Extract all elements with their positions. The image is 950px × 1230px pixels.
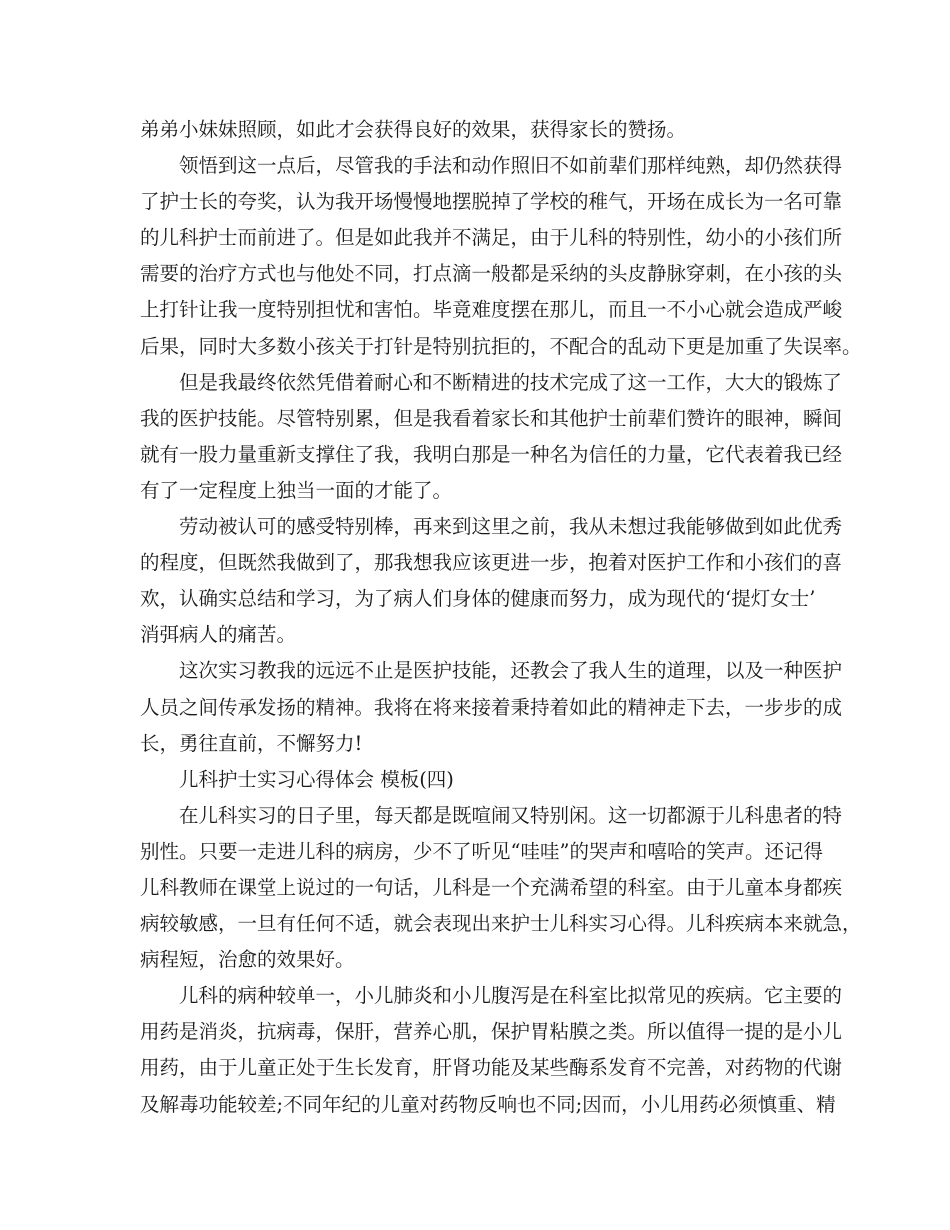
- text-line: 后果，同时大多数小孩关于打针是特别抗拒的，不配合的乱动下更是加重了失误率。: [140, 334, 862, 358]
- paragraph-start-line: 但是我最终依然凭借着耐心和不断精进的技术完成了这一工作，大大的锻炼了: [179, 370, 843, 394]
- text-line: 我的医护技能。尽管特别累，但是我看着家长和其他护士前辈们赞许的眼神，瞬间: [140, 406, 843, 430]
- text-line: 了护士长的夸奖，认为我开场慢慢地摆脱掉了学校的稚气，开场在成长为一名可靠: [140, 190, 843, 214]
- paragraph-start-line: 在儿科实习的日子里，每天都是既喧闹又特别闲。这一切都源于儿科患者的特: [179, 803, 843, 827]
- text-line: 及解毒功能较差;不同年纪的儿童对药物反响也不同;因而，小儿用药必须慎重、精: [140, 1092, 836, 1116]
- document-body: [140, 112, 862, 1123]
- paragraph-start-line: 这次实习教我的远远不止是医护技能，还教会了我人生的道理，以及一种医护: [179, 659, 843, 683]
- text-line: 有了一定程度上独当一面的才能了。: [140, 478, 453, 502]
- text-line: 长，勇往直前，不懈努力!: [140, 731, 363, 755]
- text-line: 病较敏感，一旦有任何不适，就会表现出来护士儿科实习心得。儿科疾病本来就急，: [140, 912, 862, 936]
- text-line: 就有一股力量重新支撑住了我，我明白那是一种名为信任的力量，它代表着我已经: [140, 442, 843, 466]
- text-line: 人员之间传承发扬的精神。我将在将来接着秉持着如此的精神走下去，一步步的成: [140, 695, 843, 719]
- text-line: 用药是消炎，抗病毒，保肝，营养心肌，保护胃粘膜之类。所以值得一提的是小儿: [140, 1020, 843, 1044]
- text-line: 别性。只要一走进儿科的病房，少不了听见“哇哇”的哭声和嘻哈的笑声。还记得: [140, 839, 823, 863]
- text-line: 的程度，但既然我做到了，那我想我应该更进一步，抱着对医护工作和小孩们的喜: [140, 551, 843, 575]
- paragraph-start-line: 领悟到这一点后，尽管我的手法和动作照旧不如前辈们那样纯熟，却仍然获得: [179, 154, 843, 178]
- text-line: 欢，认确实总结和学习，为了病人们身体的健康而努力，成为现代的‘提灯女士’: [140, 587, 816, 611]
- text-line: 上打针让我一度特别担忧和害怕。毕竟难度摆在那儿，而且一不小心就会造成严峻: [140, 298, 843, 322]
- text-line: 病程短，治愈的效果好。: [140, 948, 355, 972]
- text-line: 弟弟小妹妹照顾，如此才会获得良好的效果，获得家长的赞扬。: [140, 118, 687, 141]
- text-line: 需要的治疗方式也与他处不同，打点滴一般都是采纳的头皮静脉穿刺，在小孩的头: [140, 262, 843, 286]
- text-line: 儿科教师在课堂上说过的一句话，儿科是一个充满希望的科室。由于儿童本身都疾: [140, 875, 843, 899]
- paragraph-start-line: 儿科的病种较单一，小儿肺炎和小儿腹泻是在科室比拟常见的疾病。它主要的: [179, 984, 843, 1008]
- text-line: 用药，由于儿童正处于生长发育，肝肾功能及某些酶系发育不完善，对药物的代谢: [140, 1056, 843, 1080]
- text-line: 消弭病人的痛苦。: [140, 623, 297, 647]
- section-heading: 儿科护士实习心得体会 模板(四): [179, 767, 454, 791]
- text-line: 的儿科护士而前进了。但是如此我并不满足，由于儿科的特别性，幼小的小孩们所: [140, 226, 843, 250]
- paragraph-start-line: 劳动被认可的感受特别棒，再来到这里之前，我从未想过我能够做到如此优秀: [179, 515, 843, 539]
